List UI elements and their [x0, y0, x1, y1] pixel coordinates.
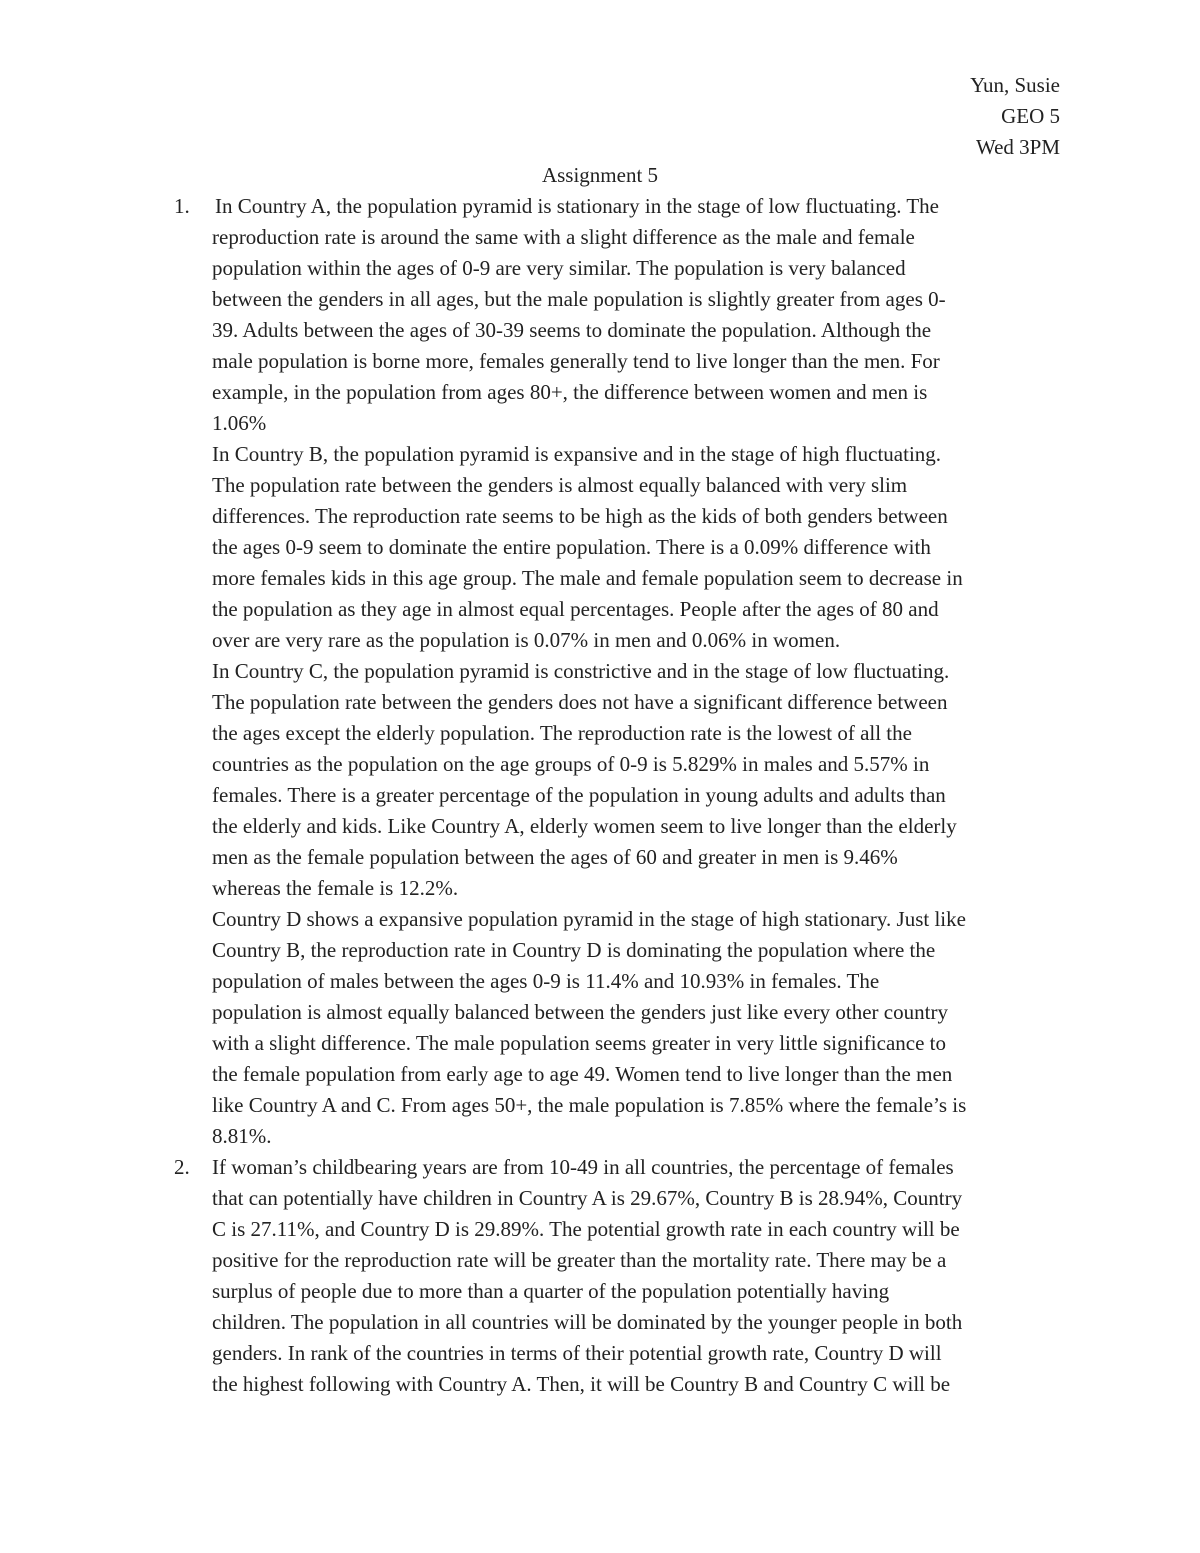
- answer-line: the elderly and kids. Like Country A, elderly women seem to live longer than the elderly: [212, 814, 957, 838]
- question-list: [0, 191, 1200, 1400]
- answer-line: 8.81%.: [212, 1124, 272, 1148]
- answer-line: reproduction rate is around the same with a slight difference as the male and female: [212, 225, 915, 249]
- answer-line: 39. Adults between the ages of 30-39 seems to dominate the population. Although the: [212, 318, 932, 342]
- answer-line: population is almost equally balanced between the genders just like every other country: [212, 1000, 948, 1024]
- question-number: 2.: [174, 1155, 190, 1179]
- answer-line: the population as they age in almost equal percentages. People after the ages of 80 and: [212, 597, 939, 621]
- answer-line: The population rate between the genders does not have a significant difference between: [212, 690, 948, 714]
- answer-line: men as the female population between the ages of 60 and greater in men is 9.46%: [212, 845, 898, 869]
- answer-line: population within the ages of 0-9 are very similar. The population is very balanced: [212, 256, 906, 280]
- answer-line: example, in the population from ages 80+, the difference between women and men is: [212, 380, 928, 404]
- answer-line: If woman’s childbearing years are from 10-49 in all countries, the percentage of females: [212, 1155, 954, 1179]
- answer-line: Country D shows a expansive population pyramid in the stage of high stationary. Just like: [212, 907, 966, 931]
- answer-line: the highest following with Country A. Then, it will be Country B and Country C will be: [212, 1372, 951, 1396]
- answer-line: 1.06%: [212, 411, 267, 435]
- question-number: 1.: [174, 194, 190, 218]
- answer-line: countries as the population on the age groups of 0-9 is 5.829% in males and 5.57% in: [212, 752, 930, 776]
- answer-line: population of males between the ages 0-9 is 11.4% and 10.93% in females. The: [212, 969, 880, 993]
- answer-line: genders. In rank of the countries in terms of their potential growth rate, Country D will: [212, 1341, 942, 1365]
- answer-line: more females kids in this age group. The male and female population seem to decrease in: [212, 566, 963, 590]
- answer-line: over are very rare as the population is 0.07% in men and 0.06% in women.: [212, 628, 841, 652]
- answer-line: with a slight difference. The male population seems greater in very little significance to: [212, 1031, 946, 1055]
- answer-line: the ages 0-9 seem to dominate the entire population. There is a 0.09% difference with: [212, 535, 931, 559]
- question-1: [0, 191, 1200, 1152]
- answer-line: In Country B, the population pyramid is expansive and in the stage of high fluctuating.: [212, 442, 942, 466]
- answer-line: whereas the female is 12.2%.: [212, 876, 459, 900]
- answer-line: C is 27.11%, and Country D is 29.89%. The potential growth rate in each country will be: [212, 1217, 960, 1241]
- answer-line: positive for the reproduction rate will be greater than the mortality rate. There may be a: [212, 1248, 947, 1272]
- question-2: [0, 1152, 1200, 1400]
- student-header: [970, 70, 1060, 163]
- answer-line: In Country A, the population pyramid is stationary in the stage of low fluctuating. The: [215, 194, 939, 218]
- answer-line: In Country C, the population pyramid is constrictive and in the stage of low fluctuating.: [212, 659, 950, 683]
- answer-line: children. The population in all countries will be dominated by the younger people in both: [212, 1310, 963, 1334]
- answer-line: male population is borne more, females generally tend to live longer than the men. For: [212, 349, 940, 373]
- student-name: Yun, Susie: [970, 73, 1060, 97]
- answer-line: the ages except the elderly population. The reproduction rate is the lowest of all the: [212, 721, 912, 745]
- answer-line: surplus of people due to more than a quarter of the population potentially having: [212, 1279, 890, 1303]
- answer-line: females. There is a greater percentage of the population in young adults and adults than: [212, 783, 946, 807]
- answer-line: differences. The reproduction rate seems to be high as the kids of both genders between: [212, 504, 948, 528]
- answer-line: Country B, the reproduction rate in Country D is dominating the population where the: [212, 938, 936, 962]
- assignment-title: Assignment 5: [541, 163, 659, 187]
- class-section: Wed 3PM: [975, 135, 1060, 159]
- course-name: GEO 5: [1001, 104, 1060, 128]
- answer-line: between the genders in all ages, but the male population is slightly greater from ages 0-: [212, 287, 946, 311]
- answer-line: that can potentially have children in Country A is 29.67%, Country B is 28.94%, Country: [212, 1186, 963, 1210]
- answer-line: the female population from early age to age 49. Women tend to live longer than the men: [212, 1062, 953, 1086]
- answer-line: The population rate between the genders is almost equally balanced with very slim: [212, 473, 908, 497]
- answer-line: like Country A and C. From ages 50+, the male population is 7.85% where the female’s is: [212, 1093, 967, 1117]
